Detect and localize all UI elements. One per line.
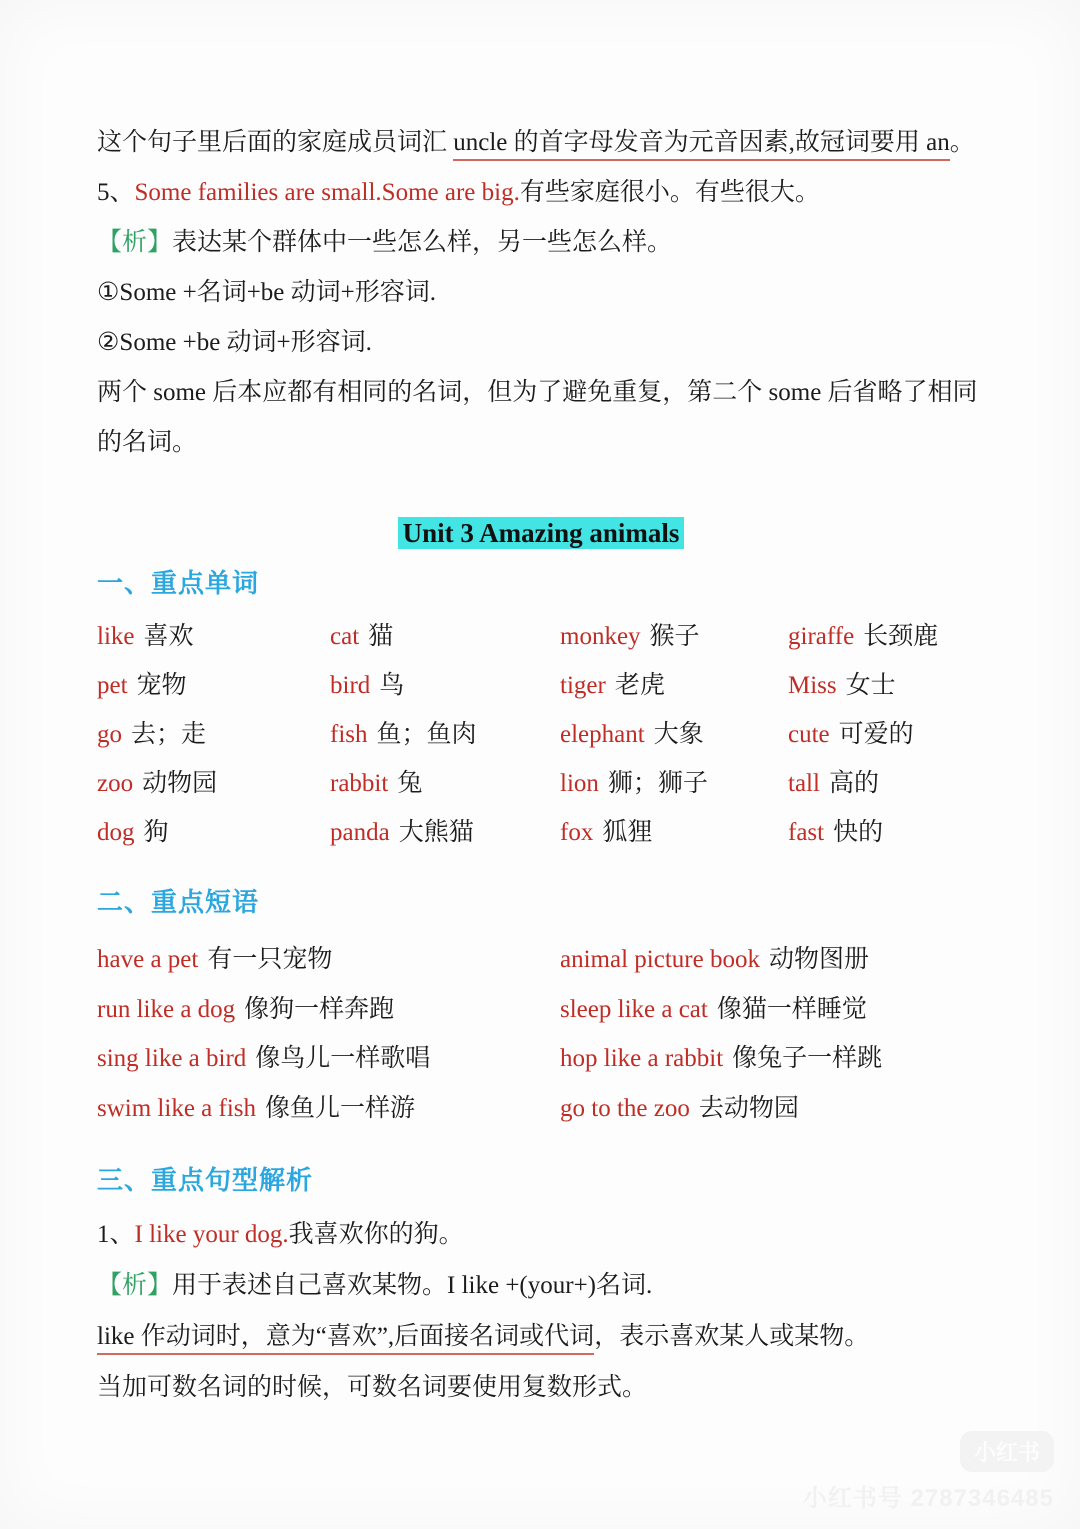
- phrase-item: [560, 1034, 985, 1084]
- phrase-zh: 像兔子一样跳: [732, 1045, 883, 1072]
- xiaohongshu-badge: 小红书: [960, 1431, 1054, 1472]
- word-en: panda: [330, 819, 390, 846]
- unit-title-highlight: Unit 3 Amazing animals: [398, 517, 685, 549]
- word-item: [97, 710, 330, 759]
- word-item: [788, 808, 985, 857]
- word-en: like: [97, 623, 135, 650]
- analysis-tag: 【析】: [97, 1272, 173, 1299]
- word-en: pet: [97, 672, 128, 699]
- word-zh: 狐狸: [602, 819, 653, 846]
- note-uncle-pre: 这个句子里后面的家庭成员词汇: [97, 129, 454, 156]
- word-zh: 喜欢: [143, 623, 194, 650]
- item-english: Some families are small.Some are big.: [134, 179, 520, 206]
- word-en: bird: [330, 672, 371, 699]
- unit-title: [97, 514, 985, 554]
- word-item: [330, 759, 560, 808]
- word-item: [560, 661, 788, 710]
- like-note-underlined: like 作动词时，意为“喜欢”,后面接名词或代词: [97, 1323, 594, 1355]
- like-note-rest: ，表示喜欢某人或某物。: [594, 1323, 870, 1350]
- word-item: [788, 759, 985, 808]
- word-item: [788, 710, 985, 759]
- analysis-text: 用于表述自己喜欢某物。I like +(your+)名词.: [172, 1272, 653, 1299]
- phrase-zh: 去动物园: [698, 1094, 799, 1122]
- item-number: 5、: [97, 179, 135, 206]
- word-item: [97, 808, 330, 857]
- word-en: lion: [560, 770, 599, 797]
- phrase-en: hop like a rabbit: [560, 1045, 724, 1072]
- word-en: go: [97, 721, 122, 748]
- phrase-item: [560, 1084, 985, 1134]
- word-en: Miss: [788, 672, 837, 699]
- note-uncle-underlined: uncle 的首字母发音为元音因素,故冠词要用 an: [453, 129, 950, 161]
- word-item: [330, 808, 560, 857]
- word-en: tiger: [560, 672, 606, 699]
- phrase-en: have a pet: [97, 946, 199, 973]
- word-zh: 宠物: [136, 672, 187, 699]
- word-en: cute: [788, 721, 830, 748]
- word-en: dog: [97, 819, 135, 846]
- phrase-zh: 像猫一样睡觉: [716, 995, 867, 1023]
- word-zh: 动物园: [142, 770, 218, 797]
- word-item: [330, 661, 560, 710]
- phrase-zh: 有一只宠物: [207, 946, 333, 973]
- item-english: I like your dog.: [134, 1221, 289, 1248]
- analysis-tag: 【析】: [97, 229, 173, 256]
- phrase-item: [97, 1034, 560, 1084]
- word-item: [788, 612, 985, 661]
- phrase-item: [97, 935, 560, 985]
- word-en: monkey: [560, 623, 641, 650]
- pattern-line-2: ②Some +be 动词+形容词.: [97, 329, 372, 356]
- section-heading-phrases: 二、重点短语: [97, 888, 260, 917]
- item-chinese: 我喜欢你的狗。: [288, 1221, 464, 1248]
- phrases-grid: [97, 935, 985, 1133]
- word-item: [330, 710, 560, 759]
- phrase-en: animal picture book: [560, 946, 760, 973]
- section-heading-sentences: 三、重点句型解析: [97, 1166, 314, 1195]
- word-en: fast: [788, 819, 825, 846]
- word-en: zoo: [97, 770, 134, 797]
- phrase-zh: 像鱼儿一样游: [265, 1094, 416, 1122]
- plural-note-line: 当加可数名词的时候，可数名词要使用复数形式。: [97, 1374, 648, 1401]
- sentence-item-5: [97, 168, 985, 218]
- word-zh: 猴子: [649, 623, 700, 650]
- analysis-line: [97, 1260, 985, 1311]
- word-item: [560, 759, 788, 808]
- word-item: [560, 612, 788, 661]
- pattern-line-1: ①Some +名词+be 动词+形容词.: [97, 279, 437, 306]
- word-zh: 高的: [828, 770, 879, 797]
- word-item: [97, 661, 330, 710]
- phrase-item: [97, 985, 560, 1035]
- phrase-zh: 像鸟儿一样歌唱: [255, 1045, 431, 1072]
- phrase-en: sing like a bird: [97, 1045, 247, 1072]
- section-heading-words: 一、重点单词: [97, 569, 260, 598]
- item-number: 1、: [97, 1221, 135, 1248]
- note-uncle-line: [97, 118, 985, 168]
- word-en: fish: [330, 721, 368, 748]
- word-item: [330, 612, 560, 661]
- word-zh: 女士: [845, 672, 896, 699]
- word-zh: 鸟: [379, 672, 405, 699]
- word-en: rabbit: [330, 770, 389, 797]
- phrase-item: [560, 935, 985, 985]
- word-en: tall: [788, 770, 820, 797]
- word-zh: 快的: [833, 819, 884, 846]
- phrase-zh: 动物图册: [768, 946, 869, 973]
- sentence-item-1: [97, 1209, 985, 1260]
- note-some-line-1: 两个 some 后本应都有相同的名词，但为了避免重复，第二个 some 后省略了相同: [97, 379, 978, 406]
- word-zh: 猫: [368, 623, 394, 650]
- xiaohongshu-id: 小红书号 2787346485: [802, 1485, 1054, 1512]
- analysis-line: [97, 218, 985, 268]
- word-zh: 大象: [653, 721, 704, 748]
- word-zh: 老虎: [614, 672, 665, 699]
- like-note-line: [97, 1311, 985, 1362]
- word-zh: 狗: [143, 819, 169, 846]
- words-grid: [97, 612, 985, 857]
- word-item: [560, 710, 788, 759]
- word-zh: 大熊猫: [398, 819, 474, 846]
- watermark: [803, 1431, 1054, 1513]
- note-uncle-end: 。: [949, 129, 975, 156]
- phrase-zh: 像狗一样奔跑: [244, 995, 395, 1023]
- word-zh: 鱼；鱼肉: [376, 721, 477, 748]
- word-en: elephant: [560, 721, 645, 748]
- word-item: [560, 808, 788, 857]
- phrase-item: [560, 985, 985, 1035]
- word-zh: 去；走: [131, 721, 207, 748]
- word-en: giraffe: [788, 623, 855, 650]
- phrase-en: sleep like a cat: [560, 995, 708, 1023]
- phrase-en: run like a dog: [97, 995, 236, 1023]
- word-item: [97, 612, 330, 661]
- note-some-line-2: 的名词。: [97, 429, 198, 456]
- item-chinese: 有些家庭很小。有些很大。: [519, 179, 820, 206]
- grammar-notes-section: [97, 118, 985, 468]
- analysis-text: 表达某个群体中一些怎么样，另一些怎么样。: [172, 229, 673, 256]
- sentences-section: [97, 1209, 985, 1413]
- word-zh: 可爱的: [838, 721, 914, 748]
- phrase-en: swim like a fish: [97, 1094, 257, 1122]
- word-item: [788, 661, 985, 710]
- word-en: cat: [330, 623, 360, 650]
- word-zh: 兔: [397, 770, 423, 797]
- word-item: [97, 759, 330, 808]
- word-zh: 狮；狮子: [607, 770, 708, 797]
- phrase-en: go to the zoo: [560, 1094, 690, 1122]
- word-zh: 长颈鹿: [863, 623, 939, 650]
- word-en: fox: [560, 819, 594, 846]
- phrase-item: [97, 1084, 560, 1134]
